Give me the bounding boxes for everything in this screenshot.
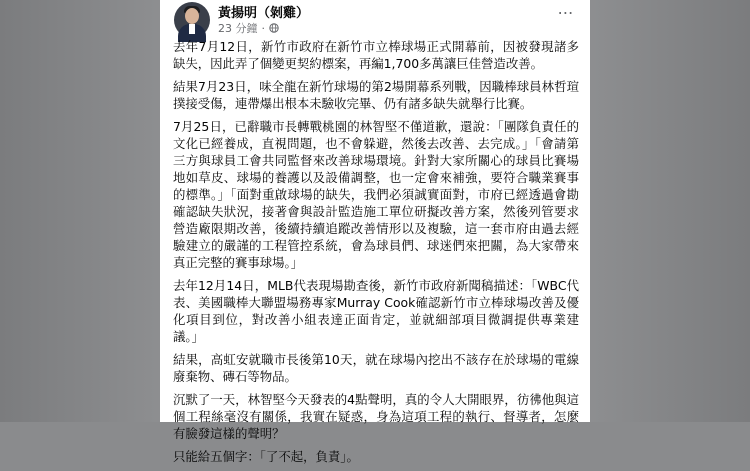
facebook-post-card <box>160 0 590 464</box>
post-paragraph: 只能給五個字：「了不起，負責」。 <box>173 449 359 464</box>
author-name[interactable]: 黃揚明（剝雞） <box>218 6 310 21</box>
post-body <box>173 38 579 471</box>
more-options-button[interactable] <box>556 3 576 22</box>
post-paragraph: 去年7月12日，新竹市政府在新竹市立棒球場正式開幕前，因被發現諸多缺失，因此弄了個變更契約標案，再編1,700多萬讓巨佳營造改善。 <box>173 39 579 71</box>
avatar-shirt <box>189 24 195 34</box>
post-paragraph: 去年12月14日，MLB代表現場勘查後，新竹市政府新聞稿描述：「WBC代表、美國職棒大聯盟場務專家Murray Cook確認新竹市立棒球場改善及優化項目到位，對改善小組表達正面肯定，並就細部項目微調提供專業建議。」 <box>173 278 579 344</box>
avatar[interactable] <box>174 2 210 38</box>
meta-separator: · <box>261 21 265 35</box>
more-horizontal-icon: ⋯ <box>557 3 575 22</box>
post-paragraph: 沉默了一天，林智堅今天發表的4點聲明，真的令人大開眼界，彷彿他與這個工程絲毫沒有關係，我實在疑惑，身為這項工程的執行、督導者，怎麼有臉發這樣的聲明？ <box>173 392 579 441</box>
globe-icon <box>269 23 279 33</box>
post-paragraph: 結果，高虹安就職市長後第10天，就在球場內挖出不該存在於球場的電線廢棄物、磚石等物品。 <box>173 352 579 384</box>
post-paragraph: 7月25日，已辭職市長轉戰桃園的林智堅不僅道歉，還說：「團隊負責任的文化已經養成，直視問題，也不會躲避，然後去改善、去完成。」「會請第三方與球員工會共同監督來改善球場環境。針對大家所關心的球員比賽場地如草皮、球場的養護以及設備調整，也一定會來補強，要符合職業賽事的標準。」「面對重啟球場的缺失，我們必須誠實面對，市府已經透過會勘確認缺失狀況，接著會與設計監造施工單位研擬改善方案，然後列管要求營造廠限期改善，後續持續追蹤改善情形以及複驗，這一套市府由過去經驗建立的嚴謹的工程管控系統，會為球員們、球迷們來把關，為大家帶來真正完整的賽事球場。」 <box>173 119 579 270</box>
post-time[interactable]: 23 分鐘 <box>218 22 258 35</box>
avatar-face <box>185 8 199 24</box>
post-meta <box>218 20 279 36</box>
post-paragraph: 結果7月23日，味全龍在新竹球場的第2場開幕系列戰，因職棒球員林哲瑄撲接受傷，連帶爆出根本未驗收完畢、仍有諸多缺失就舉行比賽。 <box>173 79 579 111</box>
